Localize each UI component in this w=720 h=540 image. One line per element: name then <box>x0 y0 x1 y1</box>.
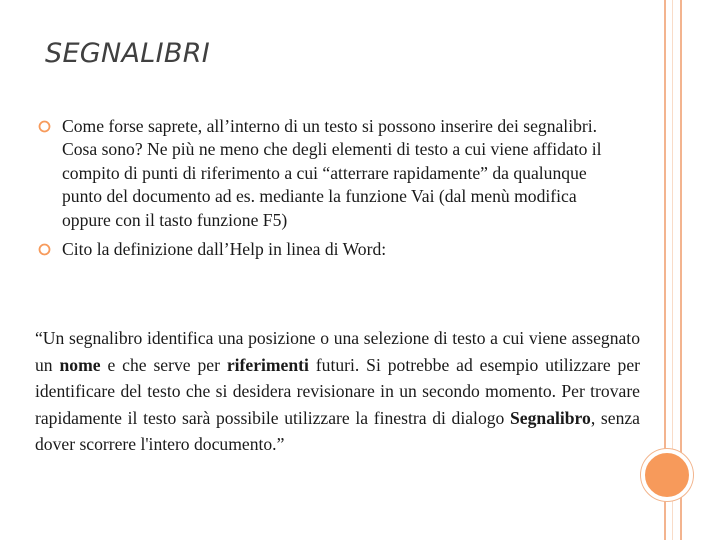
quote-bold-term: nome <box>59 354 101 375</box>
bullet-text: Come forse saprete, all’interno di un testo si possono inserire dei segnalibri. Cosa sono? Ne più ne meno che degli elementi di testo a cui viene affidato il compito di punti di riferimento a cui “atterrare rapidamente” da qualunque punto del documento ad es. mediante la funzione Vai (dal menù modifica oppure con il tasto funzione F5) <box>62 116 602 230</box>
bullet-item <box>38 115 623 232</box>
decorative-circle-icon <box>641 449 693 501</box>
quote-text: “Un segnalibro identifica una posizione o una selezione di testo a cui viene assegnato un <box>35 328 640 375</box>
bullet-list <box>38 115 623 267</box>
hollow-circle-bullet-icon <box>38 120 51 133</box>
quote-text: e che serve per <box>100 354 227 375</box>
definition-quote <box>35 325 640 458</box>
quote-bold-term: Segnalibro <box>510 407 591 428</box>
bullet-text: Cito la definizione dall’Help in linea di Word: <box>62 239 387 260</box>
bullet-item <box>38 238 623 261</box>
quote-bold-term: riferimenti <box>226 354 309 375</box>
hollow-circle-bullet-icon <box>38 243 51 256</box>
quote-text: , senza dover scorrere l'intero documento.” <box>35 407 640 454</box>
quote-text: futuri. Si potrebbe ad esempio utilizzare per identificare del testo che si desidera revisionare in un secondo momento. Per trovare rapidamente il testo sarà possibile utilizzare la finestra di dialogo <box>35 354 640 428</box>
slide-title: SEGNALIBRI <box>45 38 211 69</box>
